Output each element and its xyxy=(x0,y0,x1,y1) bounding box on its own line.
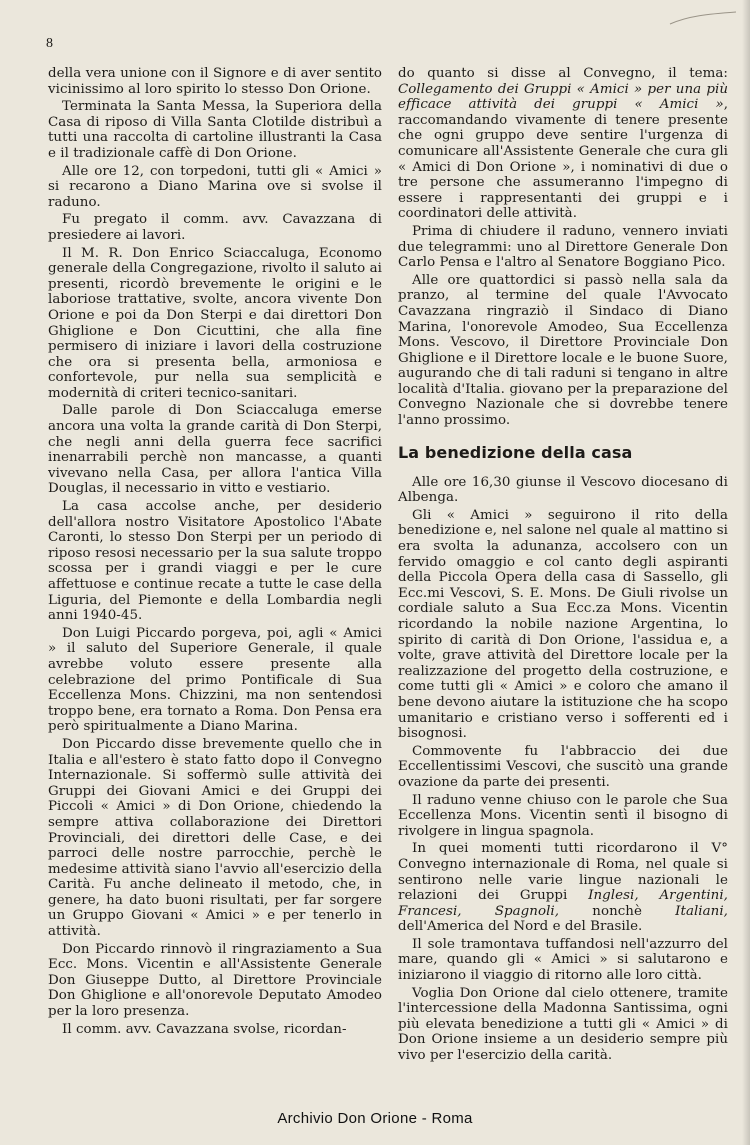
right-column xyxy=(398,66,728,1066)
left-paragraph: Don Luigi Piccardo porgeva, poi, agli « Amici » il saluto del Superiore Generale, il quale avrebbe voluto essere presente alla celebrazione del primo Pontificale di Sua Eccellenza Mons. Chizzini, ma non sentendosi troppo bene, era tornato a Roma. Don Pensa era però spiritualmente a Diano Marina. xyxy=(48,625,382,735)
left-paragraph: La casa accolse anche, per desiderio dell'allora nostro Visitatore Apostolico l'Abate Caronti, lo stesso Don Sterpi per un periodo di riposo resosi necessario per la sua salute troppo scossa per i grandi viaggi e per le cure affettuose e continue recate a tutte le case della Liguria, del Piemonte e della Lombardia negli anni 1940-45. xyxy=(48,499,382,624)
paper-scratch-mark xyxy=(668,10,738,28)
text-run: nonchè xyxy=(559,903,676,919)
page-edge-shadow xyxy=(742,0,750,1145)
right-paragraph: Il raduno venne chiuso con le parole che Sua Eccellenza Mons. Vicentin sentì il bisogno di rivolgere in lingua spagnola. xyxy=(398,792,728,839)
right-paragraph: Commovente fu l'abbraccio dei due Eccellentissimi Vescovi, che suscitò una grande ovazione da parte dei presenti. xyxy=(398,743,728,790)
page-number: 8 xyxy=(46,36,53,51)
left-paragraph: Fu pregato il comm. avv. Cavazzana di presiedere ai lavori. xyxy=(48,212,382,243)
text-run: , raccomandando vivamente di tenere presente che ogni gruppo deve sentire l'urgenza di comunicare all'Assistente Generale che cura gli « Amici di Don Orione », i nominativi di due o tre persone che assumeranno l'impegno di essere i rappresentanti dei gruppi e i coordinatori delle attività. xyxy=(398,97,728,222)
right-paragraph xyxy=(398,841,728,935)
left-paragraph: della vera unione con il Signore e di aver sentito vicinissimo al loro spirito lo stesso Don Orione. xyxy=(48,66,382,97)
italic-text-run: Collegamento dei Gruppi « Amici » per una più efficace attività dei gruppi « Amici » xyxy=(398,81,728,113)
left-column xyxy=(48,66,382,1039)
italic-text-run: Inglesi, Argentini, Francesi, Spagnoli, xyxy=(398,888,728,919)
right-paragraph: Voglia Don Orione dal cielo ottenere, tramite l'intercessione della Madonna Santissima, ogni più elevata benedizione a tutti gli « Amici » di Don Orione insieme a un desiderio sempre più vivo per l'esercizio della carità. xyxy=(398,985,728,1064)
italic-text-run: Italiani, xyxy=(675,903,728,919)
right-paragraph: Alle ore 16,30 giunse il Vescovo diocesano di Albenga. xyxy=(398,474,728,506)
left-paragraph: Don Piccardo disse brevemente quello che in Italia e all'estero è stato fatto dopo il Convegno Internazionale. Si soffermò sulle attività dei Gruppi dei Giovani Amici e dei Gruppi dei Piccoli « Amici » di Don Orione, chiedendo la sempre attiva collaborazione dei Direttori Provinciali, dei direttori delle Case, e dei parroci delle nostre parrocchie, perchè le medesime attività siano l'avvio all'esercizio della Carità. Fu anche delineato il metodo, che, in genere, ha dato buoni risultati, per far sorgere un Gruppo Giovani « Amici » e per tenerlo in attività. xyxy=(48,736,382,940)
right-paragraph xyxy=(398,66,728,222)
archive-footer: Archivio Don Orione - Roma xyxy=(277,1110,473,1127)
section-heading: La benedizione della casa xyxy=(398,442,633,462)
right-paragraph: Il sole tramontava tuffandosi nell'azzurro del mare, quando gli « Amici » si salutarono e iniziarono il viaggio di ritorno alle loro città. xyxy=(398,936,728,984)
text-run: dell'America del Nord e del Brasile. xyxy=(398,919,643,935)
left-paragraph: Dalle parole di Don Sciaccaluga emerse ancora una volta la grande carità di Don Sterpi, che negli anni della guerra fece sacrifici inenarrabili perchè non mancasse, a quanti vivevano nella Casa, per allora l'antica Villa Douglas, il necessario in vitto e vestiario. xyxy=(48,403,382,497)
right-paragraph: Prima di chiudere il raduno, vennero inviati due telegrammi: uno al Direttore Generale Don Carlo Pensa e l'altro al Senatore Boggiano Pico. xyxy=(398,223,728,271)
left-paragraph: Alle ore 12, con torpedoni, tutti gli « Amici » si recarono a Diano Marina ove si svolse il raduno. xyxy=(48,163,382,210)
left-paragraph: Il M. R. Don Enrico Sciaccaluga, Economo generale della Congregazione, rivolto il saluto ai presenti, ricordò brevemente le origini e le laboriose trattative, svolte, ancora vivente Don Orione e poi da Don Sterpi e dai direttori Don Ghiglione e Don Cicuttini, che alla fine permisero di iniziare i lavori della costruzione che ora si presenta bella, armoniosa e confortevole, pur nella sua semplicità e modernità di criteri tecnico-sanitari. xyxy=(48,245,382,401)
left-paragraph: Don Piccardo rinnovò il ringraziamento a Sua Ecc. Mons. Vicentin e all'Assistente Generale Don Giuseppe Dutto, al Direttore Provinciale Don Ghiglione e all'onorevole Deputato Amodeo per la loro presenza. xyxy=(48,941,382,1020)
right-paragraph: Alle ore quattordici si passò nella sala da pranzo, al termine del quale l'Avvocato Cavazzana ringraziò il Sindaco di Diano Marina, l'onorevole Amodeo, Sua Eccellenza Mons. Vescovo, il Direttore Provinciale Don Ghiglione e il Direttore locale e le buone Suore, augurando che di tali raduni si tengano in altre località d'Italia. giovano per la preparazione del Convegno Nazionale che si dovrebbe tenere l'anno prossimo. xyxy=(398,272,728,429)
text-run: do quanto si disse al Convegno, il tema: xyxy=(398,66,728,81)
text-run: In quei momenti tutti ricordarono il V° Convegno internazionale di Roma, nel quale si sentirono nelle varie lingue nazionali le relazioni dei Gruppi xyxy=(398,841,728,904)
left-paragraph: Il comm. avv. Cavazzana svolse, ricordan- xyxy=(62,1021,347,1037)
right-paragraph: Gli « Amici » seguirono il rito della benedizione e, nel salone nel quale al mattino si era svolta la adunanza, accolsero con un fervido omaggio e col canto degli aspiranti della Piccola Opera della casa di Sassello, gli Ecc.mi Vescovi, S. E. Mons. De Giuli rivolse un cordiale saluto a Sua Ecc.za Mons. Vicentin ricordando la nobile nazione Argentina, lo spirito di carità di Don Orione, l'assidua e, a volte, grave attività del Direttore locale per la realizzazione del progetto della costruzione, e come tutti gli « Amici » e coloro che amano il bene devono aiutare la istituzione che ha scopo umanitario e cristiano verso i sofferenti ed i bisognosi. xyxy=(398,507,728,742)
left-paragraph: Terminata la Santa Messa, la Superiora della Casa di riposo di Villa Santa Clotilde distribuì a tutti una raccolta di cartoline illustranti la Casa e il tradizionale caffè di Don Orione. xyxy=(48,99,382,161)
